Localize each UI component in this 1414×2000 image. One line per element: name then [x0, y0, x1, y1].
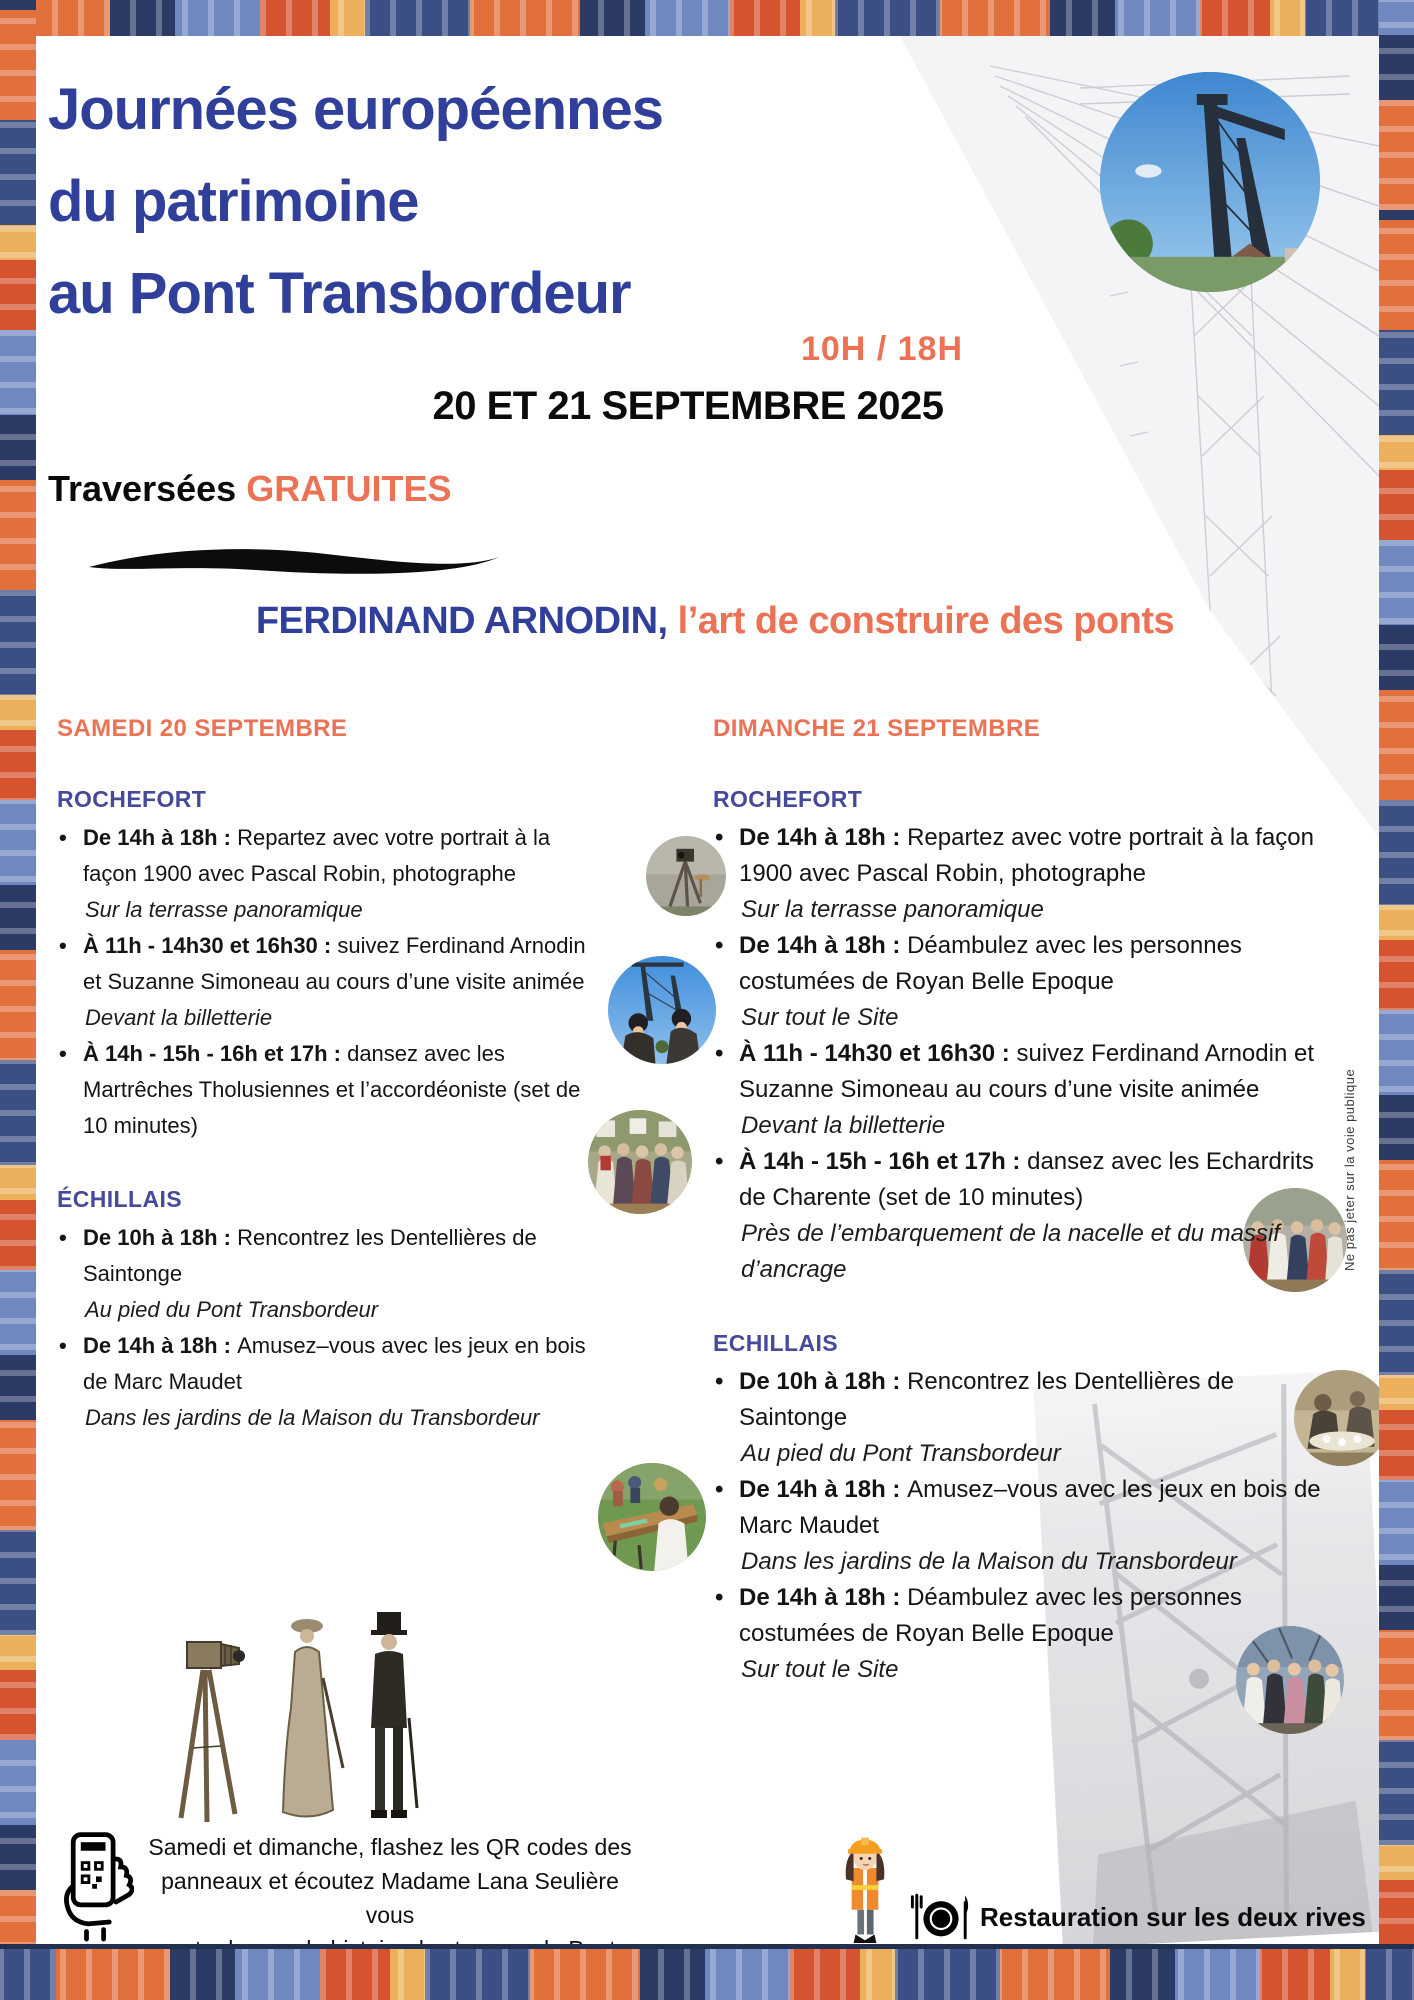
- city-heading: ECHILLAIS: [713, 1330, 838, 1356]
- event-time: À 14h - 15h - 16h et 17h :: [83, 1041, 348, 1066]
- qr-line-1: Samedi et dimanche, flashez les QR codes des: [148, 1834, 632, 1860]
- event-time: À 11h - 14h30 et 16h30 :: [739, 1040, 1017, 1067]
- event-description: • De 14h à 18h : Repartez avec votre portrait à la façon 1900 avec Pascal Robin, photographe: [713, 820, 1335, 892]
- event-location: Sur tout le Site: [741, 1656, 899, 1683]
- bullet-marker: •: [715, 1040, 724, 1067]
- construction-worker-mascot: [826, 1830, 904, 1944]
- event-location: Sur la terrasse panoramique: [85, 897, 363, 922]
- pont-transbordeur-photo: [1100, 72, 1320, 292]
- section-echillais: [713, 1328, 1335, 1688]
- column-header-saturday: SAMEDI 20 SEPTEMBRE: [57, 715, 348, 742]
- event-dates: 20 ET 21 SEPTEMBRE 2025: [432, 384, 944, 428]
- pattern-border-right: [1379, 0, 1414, 2000]
- event-location: Au pied du Pont Transbordeur: [741, 1440, 1061, 1467]
- pattern-border-top: [0, 0, 1414, 36]
- event-item: [713, 1036, 1335, 1144]
- event-location: Au pied du Pont Transbordeur: [85, 1297, 379, 1322]
- pattern-border-left: [0, 0, 36, 2000]
- event-time: À 14h - 15h - 16h et 17h :: [739, 1148, 1028, 1175]
- title-line-2: du patrimoine: [48, 169, 419, 234]
- bullet-marker: •: [59, 933, 67, 958]
- event-location: Dans les jardins de la Maison du Transbordeur: [741, 1548, 1237, 1575]
- event-item: [713, 1364, 1335, 1472]
- restaurant-plate-icon: [908, 1886, 974, 1950]
- event-description: • À 14h - 15h - 16h et 17h : dansez avec les Martrêches Tholusiennes et l’accordéoniste (set de 10 minutes): [57, 1036, 593, 1144]
- restauration-label: Restauration sur les deux rives: [980, 1902, 1366, 1932]
- vintage-woman-illustration: [283, 1619, 343, 1817]
- vintage-camera-illustration: [181, 1642, 245, 1822]
- event-description: • De 14h à 18h : Amusez–vous avec les jeux en bois de Marc Maudet: [57, 1328, 593, 1400]
- event-location: Devant la billetterie: [85, 1005, 273, 1030]
- costumed-guides-photo: [608, 956, 716, 1064]
- title-line-1: Journées européennes: [48, 77, 663, 142]
- crossings-highlight: GRATUITES: [246, 468, 452, 509]
- event-description: • De 14h à 18h : Repartez avec votre portrait à la façon 1900 avec Pascal Robin, photographe: [57, 820, 593, 892]
- event-item: [57, 1220, 593, 1328]
- bullet-marker: •: [715, 1584, 724, 1611]
- swoosh-underline: [85, 543, 503, 583]
- event-location: Sur tout le Site: [741, 1004, 899, 1031]
- pattern-border-bottom: [0, 1944, 1414, 2000]
- theme-subtitle: l’art de construire des ponts: [667, 600, 1175, 642]
- event-time: De 14h à 18h :: [83, 825, 238, 850]
- event-item: [713, 928, 1335, 1036]
- title-line-3: au Pont Transbordeur: [48, 261, 631, 326]
- event-item: [713, 1580, 1335, 1688]
- event-time: De 10h à 18h :: [83, 1225, 238, 1250]
- event-time: De 14h à 18h :: [739, 1476, 908, 1503]
- qr-line-2: panneaux et écoutez Madame Lana Seulière vous: [161, 1868, 619, 1928]
- program-column-saturday: [57, 714, 593, 1436]
- theme-author: FERDINAND ARNODIN,: [255, 600, 668, 642]
- vintage-1900-illustrations: [165, 1608, 450, 1836]
- free-crossings-line: [48, 468, 452, 510]
- event-item: [57, 928, 593, 1036]
- event-item: [713, 1144, 1335, 1288]
- event-time: De 14h à 18h :: [739, 1584, 908, 1611]
- event-description: • De 14h à 18h : Déambulez avec les personnes costumées de Royan Belle Epoque: [713, 928, 1335, 1000]
- city-heading: ÉCHILLAIS: [57, 1186, 182, 1212]
- section-rochefort: [57, 784, 593, 1144]
- legal-notice: Ne pas jeter sur la voie publique: [1342, 1068, 1357, 1272]
- event-description: • À 11h - 14h30 et 16h30 : suivez Ferdinand Arnodin et Suzanne Simoneau au cours d’une visite animée: [713, 1036, 1335, 1108]
- event-location: Sur la terrasse panoramique: [741, 896, 1044, 923]
- bullet-marker: •: [715, 1148, 724, 1175]
- event-time: De 14h à 18h :: [739, 932, 908, 959]
- bullet-marker: •: [715, 1368, 724, 1395]
- city-heading: ROCHEFORT: [57, 786, 207, 812]
- event-description: • À 14h - 15h - 16h et 17h : dansez avec les Echardrits de Charente (set de 10 minutes): [713, 1144, 1335, 1216]
- event-item: [57, 1036, 593, 1144]
- event-item: [57, 820, 593, 928]
- event-description: • De 10h à 18h : Rencontrez les Dentellières de Saintonge: [713, 1364, 1335, 1436]
- event-time: De 14h à 18h :: [739, 824, 908, 851]
- bullet-marker: •: [59, 1041, 67, 1066]
- event-item: [57, 1328, 593, 1436]
- bullet-marker: •: [715, 932, 724, 959]
- poster-title: [48, 64, 663, 340]
- column-header-sunday: DIMANCHE 21 SEPTEMBRE: [713, 715, 1041, 742]
- crossings-prefix: Traversées: [48, 468, 247, 509]
- wooden-games-photo: [598, 1463, 706, 1571]
- event-location: Devant la billetterie: [741, 1112, 946, 1139]
- phone-qr-icon: [58, 1826, 134, 1942]
- opening-hours: 10H / 18H: [800, 330, 964, 368]
- city-heading: ROCHEFORT: [713, 786, 863, 812]
- event-description: • De 10h à 18h : Rencontrez les Dentellières de Saintonge: [57, 1220, 593, 1292]
- event-description: • À 11h - 14h30 et 16h30 : suivez Ferdinand Arnodin et Suzanne Simoneau au cours d’une visite animée: [57, 928, 593, 1000]
- event-location: Près de l’embarquement de la nacelle et du massif d’ancrage: [741, 1220, 1280, 1283]
- event-item: [713, 1472, 1335, 1580]
- event-description: • De 14h à 18h : Déambulez avec les personnes costumées de Royan Belle Epoque: [713, 1580, 1335, 1652]
- vintage-man-illustration: [371, 1612, 417, 1818]
- event-location: Dans les jardins de la Maison du Transbordeur: [85, 1405, 540, 1430]
- program-column-sunday: [713, 714, 1335, 1688]
- bullet-marker: •: [59, 1225, 67, 1250]
- event-description: • De 14h à 18h : Amusez–vous avec les jeux en bois de Marc Maudet: [713, 1472, 1335, 1544]
- event-time: À 11h - 14h30 et 16h30 :: [83, 933, 338, 958]
- event-item: [713, 820, 1335, 928]
- event-time: De 10h à 18h :: [739, 1368, 908, 1395]
- event-time: De 14h à 18h :: [83, 1333, 238, 1358]
- section-rochefort: [713, 784, 1335, 1288]
- theme-line: [90, 600, 1340, 643]
- bullet-marker: •: [59, 825, 67, 850]
- section-échillais: [57, 1184, 593, 1436]
- bullet-marker: •: [59, 1333, 67, 1358]
- bullet-marker: •: [715, 1476, 724, 1503]
- folk-dancers-photo: [588, 1110, 692, 1214]
- bullet-marker: •: [715, 824, 724, 851]
